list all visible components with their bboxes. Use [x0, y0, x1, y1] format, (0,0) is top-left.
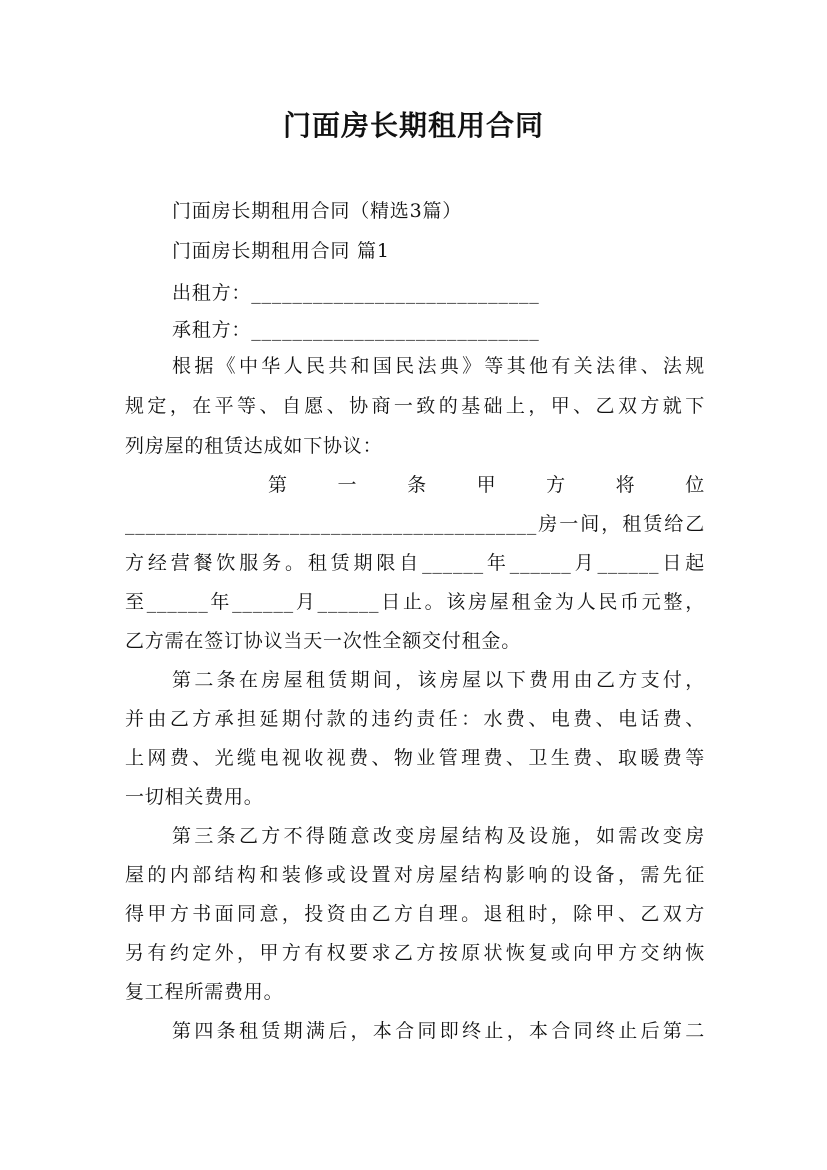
article-3-line: 屋的内部结构和装修或设置对房屋结构影响的设备，需先征	[125, 864, 705, 886]
lessee-field: 承租方：____________________________	[172, 319, 540, 341]
article-2-line: 第二条在房屋租赁期间，该房屋以下费用由乙方支付，	[172, 669, 705, 691]
article-3-line: 复工程所需费用。	[125, 981, 284, 1003]
article-2-line: 一切相关费用。	[125, 786, 264, 808]
paragraph-line: 列房屋的租赁达成如下协议：	[125, 435, 383, 457]
document-title: 门面房长期租用合同	[282, 109, 544, 142]
article-2-line: 并由乙方承担延期付款的违约责任：水费、电费、电话费、	[125, 708, 705, 730]
article-1-line: ________________________________________房一间，租赁给乙	[125, 513, 705, 535]
article-2-line: 上网费、光缆电视收视费、物业管理费、卫生费、取暖费等	[125, 747, 705, 769]
article-3-line: 第三条乙方不得随意改变房屋结构及设施，如需改变房	[172, 825, 705, 847]
article-1-line: 至______年______月______日止。该房屋租金为人民币元整，	[125, 591, 705, 613]
section-heading: 门面房长期租用合同 篇1	[172, 240, 390, 262]
article-4-line: 第四条租赁期满后，本合同即终止，本合同终止后第二	[172, 1020, 705, 1042]
article-1-line: 方经营餐饮服务。租赁期限自______年______月______日起	[125, 552, 705, 574]
article-1-line: 第 一 条 甲 方 将 位	[268, 474, 705, 496]
article-1-line: 乙方需在签订协议当天一次性全额交付租金。	[125, 630, 522, 652]
paragraph-line: 根据《中华人民共和国民法典》等其他有关法律、法规	[172, 355, 705, 377]
lessor-field: 出租方：____________________________	[172, 282, 540, 304]
article-3-line: 得甲方书面同意，投资由乙方自理。退租时，除甲、乙双方	[125, 903, 705, 925]
article-3-line: 另有约定外，甲方有权要求乙方按原状恢复或向甲方交纳恢	[125, 942, 705, 964]
subtitle-line: 门面房长期租用合同（精选3篇）	[172, 200, 463, 222]
paragraph-line: 规定，在平等、自愿、协商一致的基础上，甲、乙双方就下	[125, 395, 705, 417]
